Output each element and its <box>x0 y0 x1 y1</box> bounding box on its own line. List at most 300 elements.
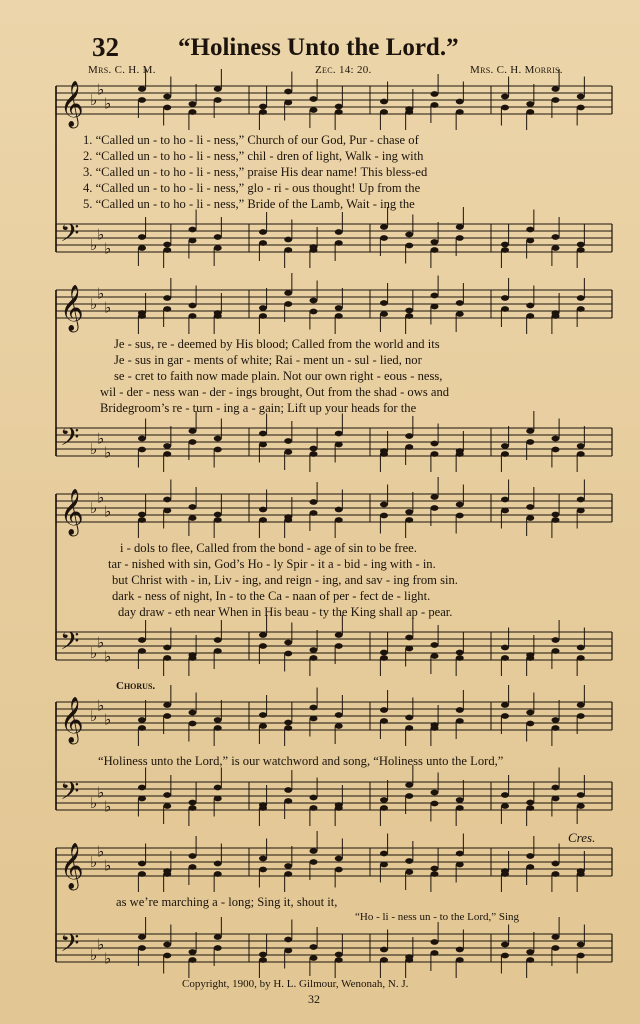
note-head <box>456 109 464 115</box>
note-head <box>214 436 222 442</box>
flat-icon: ♭ <box>90 707 98 725</box>
note-head <box>501 105 509 111</box>
note-head <box>380 862 388 868</box>
note-head <box>405 957 413 963</box>
note-head <box>335 240 343 246</box>
note-head <box>284 290 292 296</box>
note-head <box>431 494 439 500</box>
note-head <box>138 725 146 731</box>
note-head <box>259 712 267 718</box>
note-head <box>456 805 464 811</box>
note-head <box>526 238 534 244</box>
note-head <box>405 433 413 439</box>
note-head <box>163 242 171 248</box>
note-head <box>526 428 534 434</box>
note-head <box>526 721 534 727</box>
note-head <box>552 717 560 723</box>
note-head <box>259 431 267 437</box>
note-head <box>431 866 439 872</box>
note-head <box>284 787 292 793</box>
note-head <box>526 504 534 510</box>
verse-line: Bridegroom’s re - turn - ing a - gain; Lift up your heads for the <box>100 401 417 415</box>
note-head <box>189 864 197 870</box>
note-head <box>163 105 171 111</box>
note-head <box>335 431 343 437</box>
note-head <box>456 947 464 953</box>
note-head <box>552 945 560 951</box>
note-head <box>259 952 267 958</box>
flat-icon: ♭ <box>97 696 105 715</box>
note-head <box>335 723 343 729</box>
note-head <box>380 311 388 317</box>
note-head <box>138 313 146 319</box>
note-head <box>335 952 343 958</box>
note-head <box>501 242 509 248</box>
note-head <box>456 655 464 661</box>
words-credit: Mrs. C. H. M. <box>88 64 156 76</box>
note-head <box>284 937 292 943</box>
note-head <box>310 944 318 950</box>
note-head <box>380 451 388 457</box>
note-head <box>526 864 534 870</box>
note-head <box>526 853 534 859</box>
verse-line: 3. “Called un - to ho - li - ness,” praise His dear name! This bless-ed <box>83 165 428 179</box>
note-head <box>259 957 267 963</box>
note-head <box>380 947 388 953</box>
note-head <box>214 861 222 867</box>
note-head <box>189 101 197 107</box>
note-head <box>552 234 560 240</box>
note-head <box>380 851 388 857</box>
flat-icon: ♭ <box>104 443 112 462</box>
note-head <box>380 718 388 724</box>
note-head <box>310 647 318 653</box>
note-head <box>310 859 318 865</box>
note-head <box>259 867 267 873</box>
note-head <box>380 224 388 230</box>
note-head <box>405 635 413 641</box>
note-head <box>189 303 197 309</box>
note-head <box>501 792 509 798</box>
note-head <box>189 515 197 521</box>
note-head <box>552 245 560 251</box>
note-head <box>284 651 292 657</box>
flat-icon: ♭ <box>90 236 98 254</box>
note-head <box>380 957 388 963</box>
note-head <box>284 720 292 726</box>
note-head <box>380 99 388 105</box>
note-head <box>284 863 292 869</box>
note-head <box>163 508 171 514</box>
note-head <box>189 655 197 661</box>
note-head <box>310 955 318 961</box>
note-head <box>335 805 343 811</box>
flat-icon: ♭ <box>104 94 112 113</box>
note-head <box>552 785 560 791</box>
note-head <box>163 803 171 809</box>
note-head <box>335 957 343 963</box>
note-head <box>335 643 343 649</box>
verse-line: Je - sus in gar - ments of white; Rai - ment un - sul - lied, nor <box>114 353 422 367</box>
note-head <box>189 800 197 806</box>
note-head <box>138 245 146 251</box>
note-head <box>189 238 197 244</box>
note-head <box>163 655 171 661</box>
flat-icon: ♭ <box>97 225 105 244</box>
note-head <box>577 451 585 457</box>
bass-clef-icon: 𝄢 <box>60 219 80 254</box>
note-head <box>405 444 413 450</box>
note-head <box>335 104 343 110</box>
note-head <box>405 725 413 731</box>
note-head <box>138 97 146 103</box>
note-head <box>431 441 439 447</box>
note-head <box>456 451 464 457</box>
flat-icon: ♭ <box>97 488 105 507</box>
flat-icon: ♭ <box>97 935 105 954</box>
note-head <box>284 871 292 877</box>
note-head <box>456 300 464 306</box>
note-head <box>526 805 534 811</box>
note-head <box>310 848 318 854</box>
note-head <box>405 109 413 115</box>
note-head <box>214 945 222 951</box>
note-head <box>456 797 464 803</box>
flat-icon: ♭ <box>90 91 98 109</box>
note-head <box>138 637 146 643</box>
note-head <box>259 442 267 448</box>
note-head <box>431 102 439 108</box>
note-head <box>189 957 197 963</box>
flat-icon: ♭ <box>97 80 105 99</box>
note-head <box>259 229 267 235</box>
flat-icon: ♭ <box>90 853 98 871</box>
note-head <box>310 795 318 801</box>
note-head <box>526 710 534 716</box>
note-head <box>552 725 560 731</box>
flat-icon: ♭ <box>104 647 112 666</box>
note-head <box>552 447 560 453</box>
note-head <box>526 439 534 445</box>
note-head <box>310 107 318 113</box>
flat-icon: ♭ <box>97 429 105 448</box>
note-head <box>138 512 146 518</box>
note-head <box>405 869 413 875</box>
note-head <box>456 224 464 230</box>
note-head <box>526 800 534 806</box>
note-head <box>526 109 534 115</box>
note-head <box>405 793 413 799</box>
note-head <box>138 785 146 791</box>
note-head <box>259 517 267 523</box>
note-head <box>284 948 292 954</box>
note-head <box>501 247 509 253</box>
note-head <box>431 642 439 648</box>
note-head <box>163 295 171 301</box>
verse-line: i - dols to flee, Called from the bond - age of sin to be free. <box>120 541 417 555</box>
flat-icon: ♭ <box>104 710 112 729</box>
note-head <box>577 247 585 253</box>
note-head <box>552 436 560 442</box>
treble-clef-icon: 𝄞 <box>60 81 84 127</box>
bass-clef-icon: 𝄢 <box>60 627 80 662</box>
verse-line: 1. “Called un - to ho - li - ness,” Church of our God, Pur - chase of <box>83 133 419 147</box>
note-head <box>526 949 534 955</box>
note-head <box>259 109 267 115</box>
note-head <box>380 300 388 306</box>
crescendo-marking: Cres. <box>568 830 596 845</box>
note-head <box>431 91 439 97</box>
flat-icon: ♭ <box>90 295 98 313</box>
note-head <box>214 871 222 877</box>
note-head <box>501 508 509 514</box>
note-head <box>310 655 318 661</box>
note-head <box>577 105 585 111</box>
note-head <box>526 313 534 319</box>
note-head <box>163 792 171 798</box>
note-head <box>284 89 292 95</box>
note-head <box>552 517 560 523</box>
note-head <box>552 512 560 518</box>
note-head <box>259 723 267 729</box>
note-head <box>577 792 585 798</box>
note-head <box>214 648 222 654</box>
note-head <box>405 517 413 523</box>
note-head <box>501 451 509 457</box>
note-head <box>284 438 292 444</box>
note-head <box>310 499 318 505</box>
note-head <box>431 505 439 511</box>
note-head <box>577 713 585 719</box>
note-head <box>284 517 292 523</box>
treble-clef-icon: 𝄞 <box>60 489 84 535</box>
note-head <box>380 655 388 661</box>
note-head <box>163 247 171 253</box>
note-head <box>163 713 171 719</box>
note-head <box>456 513 464 519</box>
note-head <box>577 702 585 708</box>
note-head <box>501 655 509 661</box>
flat-icon: ♭ <box>90 644 98 662</box>
note-head <box>335 305 343 311</box>
note-head <box>259 856 267 862</box>
note-head <box>552 934 560 940</box>
note-head <box>214 234 222 240</box>
note-head <box>577 508 585 514</box>
note-head <box>501 497 509 503</box>
note-head <box>577 942 585 948</box>
note-head <box>431 247 439 253</box>
flat-icon: ♭ <box>104 502 112 521</box>
note-head <box>552 648 560 654</box>
note-head <box>214 796 222 802</box>
note-head <box>456 957 464 963</box>
flat-icon: ♭ <box>104 797 112 816</box>
note-head <box>501 713 509 719</box>
note-head <box>501 94 509 100</box>
note-head <box>552 637 560 643</box>
note-head <box>552 796 560 802</box>
note-head <box>189 439 197 445</box>
verse-line: wil - der - ness wan - der - ings brought, Out from the shad - ows and <box>100 385 450 399</box>
note-head <box>284 798 292 804</box>
note-head <box>456 862 464 868</box>
note-head <box>501 645 509 651</box>
music-credit: Mrs. C. H. Morris. <box>470 64 563 76</box>
note-head <box>431 790 439 796</box>
note-head <box>456 707 464 713</box>
note-head <box>501 942 509 948</box>
note-head <box>405 308 413 314</box>
note-head <box>526 957 534 963</box>
note-head <box>526 303 534 309</box>
note-head <box>577 242 585 248</box>
note-head <box>163 953 171 959</box>
verse-line: dark - ness of night, In - to the Ca - naan of per - fect de - light. <box>112 589 431 603</box>
note-head <box>456 502 464 508</box>
note-head <box>163 443 171 449</box>
note-head <box>214 86 222 92</box>
note-head <box>214 313 222 319</box>
verse-line: 4. “Called un - to ho - li - ness,” glo - ri - ous thought! Up from the <box>83 181 421 195</box>
note-head <box>214 725 222 731</box>
note-head <box>526 655 534 661</box>
note-head <box>405 313 413 319</box>
flat-icon: ♭ <box>90 946 98 964</box>
note-head <box>284 301 292 307</box>
note-head <box>501 871 509 877</box>
note-head <box>456 235 464 241</box>
flat-icon: ♭ <box>97 633 105 652</box>
note-head <box>405 232 413 238</box>
note-head <box>138 945 146 951</box>
note-head <box>380 650 388 656</box>
note-head <box>577 443 585 449</box>
note-head <box>431 239 439 245</box>
note-head <box>138 934 146 940</box>
note-head <box>284 640 292 646</box>
note-head <box>577 497 585 503</box>
note-head <box>405 509 413 515</box>
note-head <box>189 313 197 319</box>
note-head <box>310 705 318 711</box>
bass-clef-icon: 𝄢 <box>60 777 80 812</box>
note-head <box>577 306 585 312</box>
flat-icon: ♭ <box>104 856 112 875</box>
note-head <box>380 235 388 241</box>
flat-icon: ♭ <box>97 783 105 802</box>
note-head <box>431 801 439 807</box>
note-head <box>526 227 534 233</box>
flat-icon: ♭ <box>104 298 112 317</box>
note-head <box>163 942 171 948</box>
note-head <box>163 497 171 503</box>
note-head <box>214 245 222 251</box>
note-head <box>138 796 146 802</box>
note-head <box>335 632 343 638</box>
note-head <box>259 313 267 319</box>
note-head <box>456 851 464 857</box>
note-head <box>552 313 560 319</box>
note-head <box>189 949 197 955</box>
flat-icon: ♭ <box>90 440 98 458</box>
note-head <box>310 309 318 315</box>
bass-clef-icon: 𝄢 <box>60 423 80 458</box>
note-head <box>259 240 267 246</box>
note-head <box>335 442 343 448</box>
flat-icon: ♭ <box>104 239 112 258</box>
note-head <box>214 97 222 103</box>
note-head <box>284 237 292 243</box>
note-head <box>138 871 146 877</box>
note-head <box>405 858 413 864</box>
flat-icon: ♭ <box>97 284 105 303</box>
note-head <box>335 517 343 523</box>
note-head <box>501 295 509 301</box>
note-head <box>380 797 388 803</box>
verse-line: 5. “Called un - to ho - li - ness,” Bride of the Lamb, Wait - ing the <box>83 197 415 211</box>
verse-line: Je - sus, re - deemed by His blood; Called from the world and its <box>114 337 440 351</box>
scripture-reference: Zec. 14: 20. <box>315 64 372 76</box>
note-head <box>577 295 585 301</box>
note-head <box>163 702 171 708</box>
copyright-notice: Copyright, 1900, by H. L. Gilmour, Wenonah, N. J. <box>182 978 409 990</box>
verse-line: tar - nished with sin, God’s Ho - ly Spir - it a - bid - ing with - in. <box>108 557 436 571</box>
note-head <box>501 953 509 959</box>
note-head <box>405 782 413 788</box>
note-head <box>335 856 343 862</box>
note-head <box>214 517 222 523</box>
note-head <box>138 447 146 453</box>
note-head <box>335 712 343 718</box>
note-head <box>431 939 439 945</box>
note-head <box>526 515 534 521</box>
note-head <box>163 94 171 100</box>
note-head <box>310 446 318 452</box>
note-head <box>552 97 560 103</box>
note-head <box>259 104 267 110</box>
note-head <box>431 451 439 457</box>
note-head <box>284 725 292 731</box>
flat-icon: ♭ <box>90 794 98 812</box>
treble-clef-icon: 𝄞 <box>60 285 84 331</box>
note-head <box>431 304 439 310</box>
verse-line: se - cret to faith now made plain. Not our own right - eous - ness, <box>114 369 443 383</box>
note-head <box>189 805 197 811</box>
note-head <box>501 443 509 449</box>
note-head <box>310 96 318 102</box>
note-head <box>138 717 146 723</box>
flat-icon: ♭ <box>104 949 112 968</box>
note-head <box>380 502 388 508</box>
hymn-number: 32 <box>92 32 119 62</box>
note-head <box>431 653 439 659</box>
note-head <box>138 436 146 442</box>
note-head <box>163 645 171 651</box>
note-head <box>189 853 197 859</box>
note-head <box>431 293 439 299</box>
note-head <box>214 785 222 791</box>
chorus-lyric-line-alto: “Ho - li - ness un - to the Lord,” Sing <box>355 911 520 923</box>
note-head <box>214 717 222 723</box>
note-head <box>189 227 197 233</box>
note-head <box>335 109 343 115</box>
note-head <box>259 507 267 513</box>
note-head <box>310 805 318 811</box>
note-head <box>456 650 464 656</box>
note-head <box>138 648 146 654</box>
flat-icon: ♭ <box>97 842 105 861</box>
